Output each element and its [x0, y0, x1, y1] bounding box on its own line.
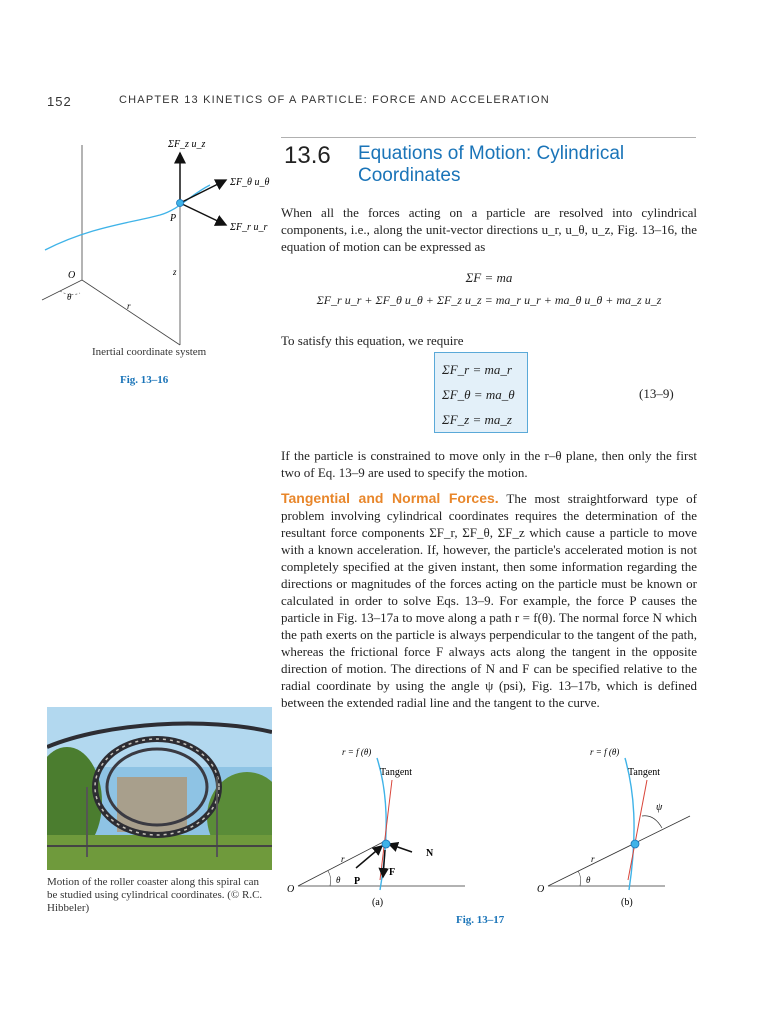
label-tangent: Tangent — [380, 767, 413, 778]
fence-rail — [47, 845, 272, 847]
intro-paragraph: When all the forces acting on a particle are resolved into cylindrical components, i.e., along the unit-vector directions u_r, u_θ, u_z, Fig. 13–16, the equation of motion can be expressed as — [281, 205, 697, 254]
label-theta: θ — [67, 292, 72, 302]
label-r: r — [591, 854, 595, 864]
photo-caption: Motion of the roller coaster along this spiral can be studied using cylindrical coordinates. (© R.C. Hibbeler) — [47, 876, 263, 914]
tangential-paragraph — [281, 490, 697, 711]
label-n: N — [426, 848, 434, 859]
section-number: 13.6 — [284, 142, 331, 169]
label-r: r — [127, 301, 131, 311]
label-r: r — [341, 854, 345, 864]
particle-dot — [177, 200, 184, 207]
figure-13-17-label: Fig. 13–17 — [456, 914, 505, 926]
equation-vector: ΣF = ma — [465, 270, 513, 285]
particle-dot — [631, 840, 639, 848]
fr-arrow — [180, 203, 226, 225]
label-sub-b: (b) — [621, 897, 633, 908]
label-theta: θ — [336, 875, 341, 885]
grass — [47, 835, 272, 870]
page-number: 152 — [47, 94, 72, 109]
label-ftheta: ΣF_θ u_θ — [230, 177, 270, 188]
theta-arc — [578, 871, 581, 886]
equation-box-line-r: ΣF_r = ma_r — [442, 362, 512, 377]
label-sub-a: (a) — [372, 897, 384, 908]
figure-13-16-caption: Inertial coordinate system — [92, 346, 207, 358]
figure-13-16-label: Fig. 13–16 — [120, 374, 169, 386]
radial-line — [82, 280, 180, 345]
extended-radial-line — [548, 816, 690, 886]
section-rule — [281, 137, 696, 138]
label-tangent: Tangent — [628, 767, 661, 778]
label-f: F — [389, 867, 396, 878]
subheading-tangential-normal: Tangential and Normal Forces. — [281, 490, 499, 506]
label-fz: ΣF_z u_z — [168, 139, 206, 150]
satisfy-paragraph: To satisfy this equation, we require — [281, 333, 464, 348]
chapter-header: CHAPTER 13 KINETICS OF A PARTICLE: FORCE AND ACCELERATION — [119, 94, 550, 106]
equation-components: ΣF_r u_r + ΣF_θ u_θ + ΣF_z u_z = ma_r u_r + ma_θ u_θ + ma_z u_z — [316, 293, 662, 307]
roller-coaster-photo — [47, 707, 272, 870]
tangent-line — [628, 780, 647, 880]
label-p: P — [170, 213, 177, 224]
path-curve — [45, 185, 210, 250]
label-theta: θ — [586, 875, 591, 885]
label-path: r = f (θ) — [590, 747, 620, 757]
equation-box-line-theta: ΣF_θ = ma_θ — [442, 387, 515, 402]
plane-paragraph: If the particle is constrained to move only in the r–θ plane, then only the first two of Eq. 13–9 are used to specify the motion. — [281, 448, 697, 480]
label-o: O — [287, 884, 295, 895]
section-title: Equations of Motion: Cylindrical Coordinates — [358, 143, 625, 186]
equation-number: (13–9) — [639, 386, 674, 401]
label-fr: ΣF_r u_r — [230, 222, 268, 233]
tangent-line — [380, 780, 392, 880]
psi-arc — [642, 816, 662, 828]
label-o: O — [68, 270, 76, 281]
label-psi: ψ — [656, 802, 663, 813]
label-o: O — [537, 884, 545, 895]
n-arrow — [389, 844, 412, 852]
label-z: z — [173, 267, 177, 277]
label-p: P — [354, 876, 361, 887]
tangential-body-text: The most straightforward type of problem involving cylindrical coordinates requires the determination of the resultant force components ΣF_r, ΣF_θ, ΣF_z which cause a particle to move with a known acceleration. If, however, the particle's accelerated motion is not completely specified at the given instant, then some information regarding the directions or magnitudes of the forces acting on the particle must be known or calculated in order to solve Eqs. 13–9. For example, the force P causes the particle in Fig. 13–17a to move along a path r = f(θ). The normal force N which the path exerts on the particle is always perpendicular to the tangent of the path, whereas the frictional force F always acts along the tangent in the opposite direction of motion. The directions of N and F can be specified relative to the radial coordinate by using the angle ψ (psi), Fig. 13–17b, which is defined between the extended radial line and the tangent to the curve. — [281, 491, 698, 710]
label-path: r = f (θ) — [342, 747, 372, 757]
equation-box-line-z: ΣF_z = ma_z — [442, 412, 512, 427]
x-axis-line — [42, 280, 82, 300]
figure-13-16-diagram — [40, 135, 280, 365]
particle-dot — [382, 840, 390, 848]
ftheta-arrow — [180, 180, 226, 203]
figure-13-17b-diagram — [530, 740, 700, 910]
figure-13-17a-diagram — [280, 740, 480, 910]
theta-arc — [328, 871, 331, 886]
